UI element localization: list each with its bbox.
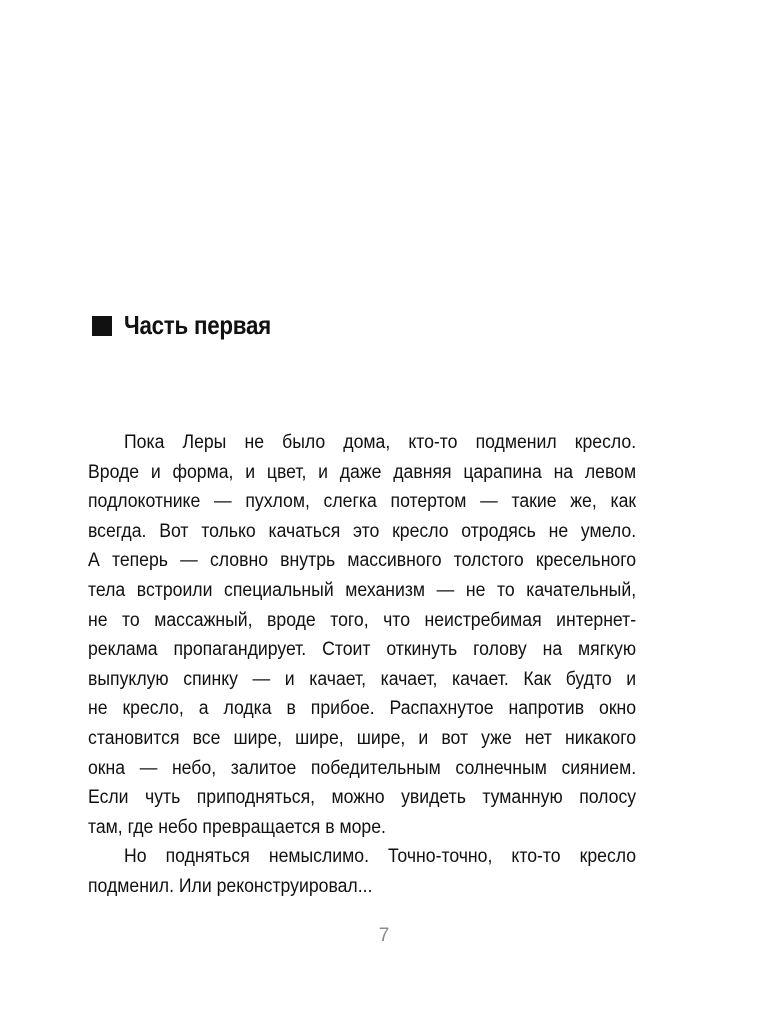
text-line: реклама пропагандирует. Стоит откинуть голову на мягкую <box>88 638 637 661</box>
text-line: Пока Леры не было дома, кто-то подменил кресло. <box>124 431 637 453</box>
square-bullet-icon <box>92 316 112 336</box>
text-line: выпуклую спинку — и качает, качает, качает. Как будто и <box>88 667 637 690</box>
text-line: становится все шире, шире, шире, и вот уже нет никакого <box>88 726 637 749</box>
text-line: Вроде и форма, и цвет, и даже давняя царапина на левом <box>88 460 637 483</box>
text-line: Если чуть приподняться, можно увидеть туманную полосу <box>88 786 637 809</box>
chapter-title: Часть первая <box>124 310 271 340</box>
text-line: подлокотнике — пухлом, слегка потертом — такие же, как <box>88 490 637 513</box>
text-line: не кресло, а лодка в прибое. Распахнутое напротив окно <box>88 697 637 720</box>
text-line: всегда. Вот только качаться это кресло отродясь не умело. <box>88 519 637 542</box>
text-line: подменил. Или реконструировал... <box>88 874 373 897</box>
page-number: 7 <box>378 925 390 946</box>
body-text <box>88 428 636 902</box>
text-line: окна — небо, залитое победительным солнечным сиянием. <box>88 756 637 779</box>
text-line: А теперь — словно внутрь массивного толстого кресельного <box>88 549 637 572</box>
text-line: Но подняться немыслимо. Точно-точно, кто-то кресло <box>124 845 637 868</box>
text-line: там, где небо превращается в море. <box>88 815 386 838</box>
text-line: тела встроили специальный механизм — не то качательный, <box>88 578 637 601</box>
text-line: не то массажный, вроде того, что неистребимая интернет- <box>88 608 637 631</box>
chapter-heading <box>92 310 295 341</box>
